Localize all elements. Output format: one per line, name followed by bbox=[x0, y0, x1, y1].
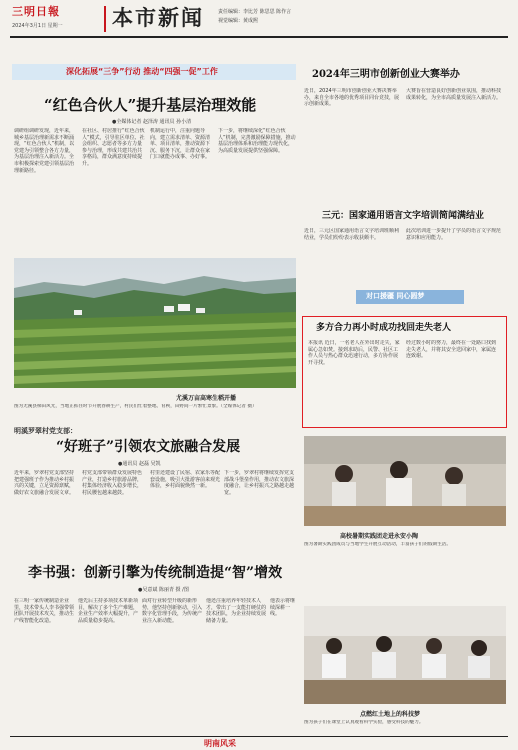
article1-col4: 下一步，将继续深化“红色合伙人”机制，完善激励保障措施，推动基层治理体系和治理能力现代化，为高质量发展提供坚强保障。 bbox=[218, 128, 296, 154]
masthead-rule bbox=[10, 36, 508, 38]
article1-col1: 调研组调研发现，近年来，城乡基层治理新需求不断涌现，“红色合伙人”机制，以党建为引领整合各方力量，为基层治理注入新活力。全市积极探索党建引领基层治理新路径。 bbox=[14, 128, 75, 174]
highlighted-headline: 多方合力再小时成功找回走失老人 bbox=[316, 323, 452, 333]
photo-caption: 图为尤溪县梯田风光，当地正抓住时节开展春耕生产，村民们忙着整地、育秧，田野间一片繁忙景象。（全媒体记者 摄） bbox=[14, 404, 257, 409]
right1-col2: 大赛旨在营造良好创新创业氛围，推动科技成果转化，为全市高质量发展注入新活力。 bbox=[406, 88, 502, 101]
right2-col1: 近日，三元区国家通用语言文字培训班顺利结业，学员们纷纷表示收获颇丰。 bbox=[304, 228, 400, 241]
article3-byline: ●吴意斌 陈丽青 摄 /图 bbox=[138, 587, 189, 593]
students-photo bbox=[304, 436, 506, 526]
students-activity-image bbox=[304, 436, 506, 526]
article3-col2: 他先后主持多项技术革新项目，解决了多个生产难题，企业生产效率大幅提升，产品质量稳步提高。 bbox=[78, 598, 138, 624]
article2-col3: 村里还建设了民宿、农家乐等配套设施，吸引大批游客前来观光体验，乡村面貌焕然一新。 bbox=[150, 470, 220, 490]
highlighted-col2: 经过数小时的努力，最终在一处路口找到走失老人，并将其安全送回家中，家属连连致谢。 bbox=[406, 340, 497, 360]
footer-label: 明南风采 bbox=[204, 739, 236, 748]
editor-credits-line2: 视觉编辑：黄成熙 bbox=[218, 18, 259, 24]
article3-col4: 他还注重培养年轻技术人才，带出了一支能打硬仗的技术团队，为企业持续发展储备力量。 bbox=[206, 598, 266, 624]
article1-col2: 在社区、村居推行“红色合伙人”模式，引导驻区单位、社会组织、志愿者等多方力量参与治理，形成共建共治共享格局，群众满意度持续提升。 bbox=[82, 128, 145, 167]
page-date: 2024年3月1日 星期一 bbox=[12, 23, 63, 29]
article2-byline: ●通讯员 赵磊 吴凯 bbox=[118, 461, 161, 467]
article1-col3: 机制运行中，注重问题导向，建立需求清单、资源清单、项目清单，推动资源下沉、服务下沉，让群众在家门口就能办成事、办好事。 bbox=[150, 128, 211, 161]
photo-title: 尤溪万亩高寒生稻开播 bbox=[176, 395, 237, 402]
article3-col3: 面对行业转型升级的新形势，他坚持创新驱动，引入数字化管理手段，为传统产业注入新动能。 bbox=[142, 598, 202, 624]
right-photo-caption: 图为暑期实践团成员与当地学生开展互动活动，丰富孩子们的假期生活。 bbox=[304, 542, 452, 547]
science-class-photo bbox=[304, 606, 506, 704]
article2-col2: 村党支部带领群众发展特色产业，打造乡村旅游品牌，村集体经济收入稳步增长，村民腰包越来越鼓。 bbox=[82, 470, 143, 496]
editor-credits-line1: 责任编辑：李比芳 陈思思 陈作言 bbox=[218, 9, 292, 15]
right-headline1: 2024年三明市创新创业大赛举办 bbox=[312, 69, 460, 80]
campaign-banner-text: 深化拓展“三争”行动 推动“四强一促”工作 bbox=[66, 67, 218, 76]
right-headline2: 三元：国家通用语言文字培训简闻满结业 bbox=[322, 211, 485, 221]
children-science-image bbox=[304, 606, 506, 704]
section-title-bar bbox=[104, 6, 106, 32]
article3-headline: 李书强：创新引擎为传统制造提“智”增效 bbox=[28, 565, 283, 581]
article2-col1: 近年来，罗翠村党支部坚持把建强班子作为推动乡村振兴的关键，立足资源禀赋，做好农文旅融合发展文章。 bbox=[14, 470, 75, 496]
article1-byline: ●全媒体记者 赵泽涛 通讯员 孙小清 bbox=[112, 119, 192, 125]
feature-banner-text: 对口援疆 同心圆梦 bbox=[366, 292, 425, 300]
landscape-photo bbox=[14, 258, 296, 388]
highlighted-col1: 本报讯 近日，一名老人在外出时走失，家属心急如焚。接到求助后，民警、社区工作人员与热心群众迅速行动，多方协作展开寻找。 bbox=[308, 340, 400, 366]
article3-col1: 在三明一家传统制造企业里，技术带头人李书强带领团队开展技术攻关，推动生产线智能化改造。 bbox=[14, 598, 74, 624]
right-photo3-title: 点燃红土地上的科技梦 bbox=[360, 711, 421, 718]
newspaper-logo: 三明日報 bbox=[12, 5, 60, 18]
terraced-village-image bbox=[14, 258, 296, 388]
article2-headline: “好班子”引领农文旅融合发展 bbox=[56, 439, 241, 455]
footer-rule bbox=[10, 736, 508, 737]
right2-col2: 此次培训进一步提升了学员的语言文字规范意识和应用能力。 bbox=[406, 228, 502, 241]
section-title: 本市新闻 bbox=[112, 5, 204, 30]
right-photo-title: 高校暑期实践团走进永安小陶 bbox=[340, 533, 419, 540]
right1-col1: 近日，2024年三明市创新创业大赛决赛举办，来自全市各地的优秀项目同台竞技，展示创新成果。 bbox=[304, 88, 400, 108]
article3-col5: 他表示将继续深耕一线。 bbox=[270, 598, 296, 618]
article1-headline: “红色合伙人”提升基层治理效能 bbox=[44, 96, 257, 114]
article2-col4: 下一步，罗翠村将继续发挥党支部战斗堡垒作用，推动农文旅深度融合，让乡村振兴之路越走越宽。 bbox=[224, 470, 295, 496]
right-photo3-caption: 图为孩子们在课堂上认真观看科学实验，感受科技的魅力。 bbox=[304, 720, 424, 725]
article2-kicker: 明溪罗翠村党支部： bbox=[14, 427, 77, 435]
